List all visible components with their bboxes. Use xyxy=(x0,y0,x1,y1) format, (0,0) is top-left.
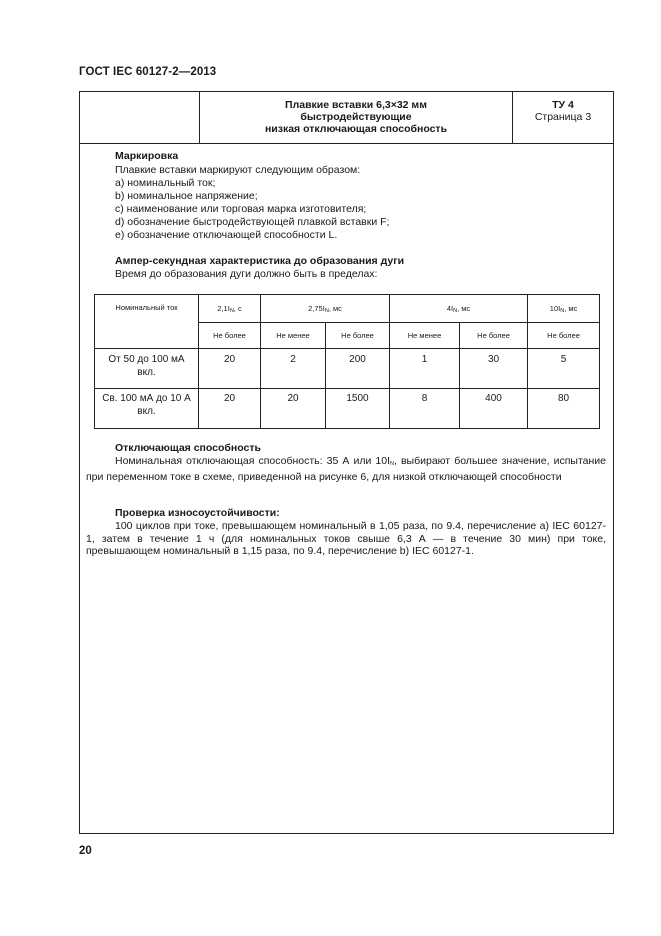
row-current: Св. 100 мА до 10 А вкл. xyxy=(95,389,199,429)
title-block-ref xyxy=(513,92,613,143)
marking-item: b) номинальное напряжение; xyxy=(115,190,258,202)
title-line: низкая отключающая способность xyxy=(264,123,448,135)
marking-item: c) наименование или торговая марка изготовителя; xyxy=(115,203,367,215)
col-subheader: Не более xyxy=(199,323,261,349)
title-line: Плавкие вставки 6,3×32 мм xyxy=(285,99,427,111)
page-number: 20 xyxy=(79,845,92,857)
col-subheader: Не более xyxy=(460,323,528,349)
arc-heading: Ампер-секундная характеристика до образования дуги xyxy=(115,255,405,267)
breaking-heading: Отключающая способность xyxy=(115,442,261,454)
table-cell: 8 xyxy=(390,389,460,429)
marking-item: e) обозначение отключающей способности L. xyxy=(115,229,338,241)
table-cell: 20 xyxy=(199,349,261,389)
sheet-page: Страница 3 xyxy=(534,111,592,123)
tu-number: ТУ 4 xyxy=(552,99,574,111)
prearcing-table xyxy=(94,294,600,429)
title-block-title xyxy=(200,92,513,143)
page-frame xyxy=(79,91,614,834)
col-header-group: $2,75I_N$, мс xyxy=(261,295,390,323)
table-cell: 20 xyxy=(261,389,326,429)
table-cell: 20 xyxy=(199,389,261,429)
marking-intro: Плавкие вставки маркируют следующим образом: xyxy=(115,164,361,176)
document-code: ГОСТ IEC 60127-2—2013 xyxy=(79,66,217,78)
col-header-group: $2,1I_N$, с xyxy=(199,295,261,323)
col-subheader: Не более xyxy=(326,323,390,349)
table-cell: 400 xyxy=(460,389,528,429)
marking-heading: Маркировка xyxy=(115,150,179,162)
table-cell: 80 xyxy=(528,389,600,429)
title-block xyxy=(80,92,613,144)
endurance-text: 100 циклов при токе, превышающем номинальный в 1,05 раза, по 9.4, перечисление a) IEC 60127-1, затем в течение 1 ч (для номинальных токов свыше 6,3 А — в течение 30 мин) при токе, превышающем номинальный в 1,15 раза, по 9.4, перечисление b) IEC 60127-1. xyxy=(86,520,606,557)
marking-item: d) обозначение быстродействующей плавкой вставки F; xyxy=(115,216,390,228)
marking-item: a) номинальный ток; xyxy=(115,177,216,189)
table-cell: 1 xyxy=(390,349,460,389)
row-current: От 50 до 100 мА вкл. xyxy=(95,349,199,389)
table-cell: 2 xyxy=(261,349,326,389)
col-header-current: Номинальный ток xyxy=(95,295,199,349)
col-subheader: Не менее xyxy=(261,323,326,349)
breaking-text: Номинальная отключающая способность: 35 А или $10I_N$, выбирают большее значение, испытание при переменном токе в схеме, приведенной на рисунке 6, для низкой отключающей способности xyxy=(86,455,606,483)
arc-intro: Время до образования дуги должно быть в пределах: xyxy=(115,268,378,280)
endurance-heading: Проверка износоустойчивости: xyxy=(115,507,280,519)
table-cell: 30 xyxy=(460,349,528,389)
table-cell: 200 xyxy=(326,349,390,389)
table-cell: 1500 xyxy=(326,389,390,429)
col-subheader: Не более xyxy=(528,323,600,349)
table-cell: 5 xyxy=(528,349,600,389)
col-header-group: $4I_N$, мс xyxy=(390,295,528,323)
title-block-blank-cell xyxy=(80,92,200,143)
col-subheader: Не менее xyxy=(390,323,460,349)
col-header-group: $10I_N$, мс xyxy=(528,295,600,323)
title-line: быстродействующие xyxy=(300,111,412,123)
